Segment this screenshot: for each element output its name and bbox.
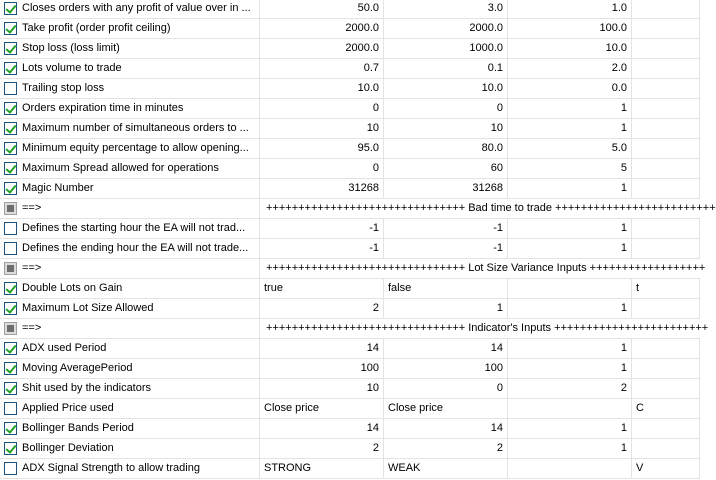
value-cell[interactable]: 95.0 <box>260 139 384 158</box>
start-cell[interactable]: 100 <box>384 359 508 378</box>
value-cell[interactable]: 10 <box>260 379 384 398</box>
parameter-name-cell <box>0 99 260 118</box>
separator-row[interactable] <box>0 259 706 279</box>
parameter-row[interactable] <box>0 99 700 119</box>
parameter-name-cell <box>0 19 260 38</box>
parameter-checkbox[interactable] <box>4 242 17 255</box>
step-cell[interactable]: 1 <box>508 119 632 138</box>
parameter-name: Take profit (order profit ceiling) <box>22 22 171 34</box>
parameter-name-cell <box>0 339 260 358</box>
parameter-name: Orders expiration time in minutes <box>22 102 184 114</box>
start-cell[interactable]: 0 <box>384 99 508 118</box>
parameter-name: Stop loss (loss limit) <box>22 42 120 54</box>
start-cell[interactable]: 10.0 <box>384 79 508 98</box>
parameter-checkbox[interactable] <box>4 2 17 15</box>
parameter-name-cell <box>0 439 260 458</box>
parameter-row[interactable] <box>0 119 700 139</box>
step-cell[interactable]: 1.0 <box>508 0 632 18</box>
parameter-name-cell <box>0 59 260 78</box>
stop-cell[interactable]: C <box>632 399 700 418</box>
value-cell[interactable]: -1 <box>260 239 384 258</box>
start-cell[interactable]: false <box>384 279 508 298</box>
value-cell[interactable]: 2 <box>260 439 384 458</box>
step-cell[interactable]: 1 <box>508 219 632 238</box>
step-cell[interactable]: 2 <box>508 379 632 398</box>
separator-checkbox[interactable] <box>4 262 17 275</box>
start-cell[interactable]: 31268 <box>384 179 508 198</box>
step-cell[interactable]: 1 <box>508 239 632 258</box>
value-cell[interactable]: 10 <box>260 119 384 138</box>
parameter-row[interactable] <box>0 379 700 399</box>
parameter-name-cell <box>0 379 260 398</box>
parameter-row[interactable] <box>0 139 700 159</box>
parameter-checkbox[interactable] <box>4 42 17 55</box>
parameter-row[interactable] <box>0 299 700 319</box>
parameter-checkbox[interactable] <box>4 222 17 235</box>
parameter-checkbox[interactable] <box>4 142 17 155</box>
step-cell[interactable]: 5 <box>508 159 632 178</box>
stop-cell[interactable] <box>632 39 700 58</box>
step-cell[interactable]: 0.0 <box>508 79 632 98</box>
separator-checkbox[interactable] <box>4 202 17 215</box>
stop-cell[interactable] <box>632 439 700 458</box>
step-cell[interactable] <box>508 459 632 478</box>
start-cell[interactable]: 14 <box>384 339 508 358</box>
separator-checkbox[interactable] <box>4 322 17 335</box>
value-cell[interactable]: true <box>260 279 384 298</box>
stop-cell[interactable] <box>632 99 700 118</box>
parameter-row[interactable] <box>0 419 700 439</box>
stop-cell[interactable]: t <box>632 279 700 298</box>
parameter-row[interactable] <box>0 239 700 259</box>
parameter-checkbox[interactable] <box>4 422 17 435</box>
start-cell[interactable]: 2 <box>384 439 508 458</box>
value-cell[interactable]: 2000.0 <box>260 19 384 38</box>
parameter-name-cell <box>0 139 260 158</box>
parameter-name-cell <box>0 319 260 338</box>
parameter-row[interactable] <box>0 359 700 379</box>
value-cell[interactable]: -1 <box>260 219 384 238</box>
value-cell[interactable]: 0.7 <box>260 59 384 78</box>
value-cell[interactable]: 100 <box>260 359 384 378</box>
parameter-row[interactable] <box>0 0 700 19</box>
stop-cell[interactable] <box>632 159 700 178</box>
value-cell[interactable]: 2000.0 <box>260 39 384 58</box>
parameter-row[interactable] <box>0 19 700 39</box>
parameter-name-cell <box>0 359 260 378</box>
start-cell[interactable]: 10 <box>384 119 508 138</box>
parameter-row[interactable] <box>0 279 700 299</box>
start-cell[interactable]: -1 <box>384 219 508 238</box>
parameter-name-cell <box>0 419 260 438</box>
parameter-checkbox[interactable] <box>4 342 17 355</box>
parameter-checkbox[interactable] <box>4 82 17 95</box>
parameter-checkbox[interactable] <box>4 462 17 475</box>
step-cell[interactable] <box>508 399 632 418</box>
parameter-row[interactable] <box>0 439 700 459</box>
parameter-row[interactable] <box>0 159 700 179</box>
start-cell[interactable]: 14 <box>384 419 508 438</box>
start-cell[interactable]: 1 <box>384 299 508 318</box>
step-cell[interactable]: 1 <box>508 439 632 458</box>
parameter-checkbox[interactable] <box>4 162 17 175</box>
start-cell[interactable]: 2000.0 <box>384 19 508 38</box>
parameter-checkbox[interactable] <box>4 282 17 295</box>
step-cell[interactable]: 2.0 <box>508 59 632 78</box>
start-cell[interactable]: 3.0 <box>384 0 508 18</box>
parameter-name-cell <box>0 79 260 98</box>
parameter-name-cell <box>0 459 260 478</box>
step-cell[interactable]: 1 <box>508 299 632 318</box>
parameter-name: Double Lots on Gain <box>22 282 123 294</box>
step-cell[interactable]: 1 <box>508 339 632 358</box>
stop-cell[interactable] <box>632 239 700 258</box>
start-cell[interactable]: 0 <box>384 379 508 398</box>
stop-cell[interactable] <box>632 339 700 358</box>
parameter-checkbox[interactable] <box>4 102 17 115</box>
stop-cell[interactable] <box>632 299 700 318</box>
start-cell[interactable]: 60 <box>384 159 508 178</box>
separator-row[interactable] <box>0 199 716 219</box>
parameter-name-cell <box>0 179 260 198</box>
separator-row[interactable] <box>0 319 709 339</box>
stop-cell[interactable] <box>632 419 700 438</box>
parameter-name-cell <box>0 399 260 418</box>
step-cell[interactable]: 1 <box>508 99 632 118</box>
parameter-checkbox[interactable] <box>4 402 17 415</box>
parameter-name: Maximum number of simultaneous orders to ... <box>22 122 249 134</box>
separator-label: +++++++++++++++++++++++++++++++ Lot Size Variance Inputs ++++++++++++++++++ <box>266 262 706 274</box>
parameter-row[interactable] <box>0 39 700 59</box>
parameter-name: Applied Price used <box>22 402 114 414</box>
parameter-name: ==> <box>22 202 42 214</box>
value-cell[interactable]: 0 <box>260 99 384 118</box>
parameter-name: Maximum Spread allowed for operations <box>22 162 219 174</box>
parameter-name-cell <box>0 219 260 238</box>
parameter-name: Magic Number <box>22 182 94 194</box>
step-cell[interactable]: 1 <box>508 179 632 198</box>
value-cell[interactable]: 50.0 <box>260 0 384 18</box>
stop-cell[interactable] <box>632 359 700 378</box>
parameter-name-cell <box>0 39 260 58</box>
step-cell[interactable]: 1 <box>508 359 632 378</box>
parameter-row[interactable] <box>0 459 700 479</box>
value-cell[interactable]: 14 <box>260 339 384 358</box>
stop-cell[interactable] <box>632 59 700 78</box>
parameter-name: Moving AveragePeriod <box>22 362 133 374</box>
parameter-name: Trailing stop loss <box>22 82 105 94</box>
stop-cell[interactable] <box>632 0 700 18</box>
parameter-name-cell <box>0 259 260 278</box>
parameter-name: Closes orders with any profit of value over in ... <box>22 2 251 14</box>
parameter-name: Bollinger Bands Period <box>22 422 134 434</box>
step-cell[interactable]: 1 <box>508 419 632 438</box>
separator-label: +++++++++++++++++++++++++++++++ Bad time to trade +++++++++++++++++++++++++ <box>266 202 716 214</box>
stop-cell[interactable] <box>632 79 700 98</box>
value-cell[interactable]: 31268 <box>260 179 384 198</box>
parameter-name: Defines the ending hour the EA will not trade... <box>22 242 249 254</box>
parameter-checkbox[interactable] <box>4 62 17 75</box>
parameter-checkbox[interactable] <box>4 182 17 195</box>
stop-cell[interactable] <box>632 19 700 38</box>
value-cell[interactable]: Close price <box>260 399 384 418</box>
stop-cell[interactable] <box>632 179 700 198</box>
parameter-row[interactable] <box>0 399 700 419</box>
parameter-name: ==> <box>22 322 42 334</box>
parameter-name: Minimum equity percentage to allow opening... <box>22 142 249 154</box>
step-cell[interactable]: 100.0 <box>508 19 632 38</box>
separator-label: +++++++++++++++++++++++++++++++ Indicator's Inputs ++++++++++++++++++++++++ <box>266 322 709 334</box>
parameter-checkbox[interactable] <box>4 362 17 375</box>
parameter-checkbox[interactable] <box>4 122 17 135</box>
parameter-name: Shit used by the indicators <box>22 382 152 394</box>
parameter-name-cell <box>0 239 260 258</box>
parameter-name: ADX used Period <box>22 342 107 354</box>
step-cell[interactable] <box>508 279 632 298</box>
start-cell[interactable]: 80.0 <box>384 139 508 158</box>
step-cell[interactable]: 10.0 <box>508 39 632 58</box>
start-cell[interactable]: 0.1 <box>384 59 508 78</box>
start-cell[interactable]: WEAK <box>384 459 508 478</box>
stop-cell[interactable] <box>632 139 700 158</box>
start-cell[interactable]: 1000.0 <box>384 39 508 58</box>
parameter-checkbox[interactable] <box>4 382 17 395</box>
parameter-name-cell <box>0 159 260 178</box>
stop-cell[interactable] <box>632 119 700 138</box>
parameter-checkbox[interactable] <box>4 22 17 35</box>
parameter-name: ==> <box>22 262 42 274</box>
value-cell[interactable]: STRONG <box>260 459 384 478</box>
parameter-name: Bollinger Deviation <box>22 442 114 454</box>
parameter-name-cell <box>0 199 260 218</box>
parameter-name-cell <box>0 0 260 18</box>
parameter-row[interactable] <box>0 339 700 359</box>
step-cell[interactable]: 5.0 <box>508 139 632 158</box>
stop-cell[interactable] <box>632 379 700 398</box>
value-cell[interactable]: 2 <box>260 299 384 318</box>
value-cell[interactable]: 10.0 <box>260 79 384 98</box>
stop-cell[interactable] <box>632 219 700 238</box>
stop-cell[interactable]: V <box>632 459 700 478</box>
parameter-row[interactable] <box>0 219 700 239</box>
parameter-row[interactable] <box>0 79 700 99</box>
parameter-row[interactable] <box>0 179 700 199</box>
value-cell[interactable]: 14 <box>260 419 384 438</box>
parameter-name: Defines the starting hour the EA will not trad... <box>22 222 246 234</box>
start-cell[interactable]: -1 <box>384 239 508 258</box>
parameter-name-cell <box>0 119 260 138</box>
parameter-name: Maximum Lot Size Allowed <box>22 302 154 314</box>
parameter-name-cell <box>0 299 260 318</box>
start-cell[interactable]: Close price <box>384 399 508 418</box>
parameter-name: Lots volume to trade <box>22 62 122 74</box>
parameter-checkbox[interactable] <box>4 442 17 455</box>
parameter-name-cell <box>0 279 260 298</box>
value-cell[interactable]: 0 <box>260 159 384 178</box>
parameter-row[interactable] <box>0 59 700 79</box>
parameter-name: ADX Signal Strength to allow trading <box>22 462 200 474</box>
parameter-checkbox[interactable] <box>4 302 17 315</box>
